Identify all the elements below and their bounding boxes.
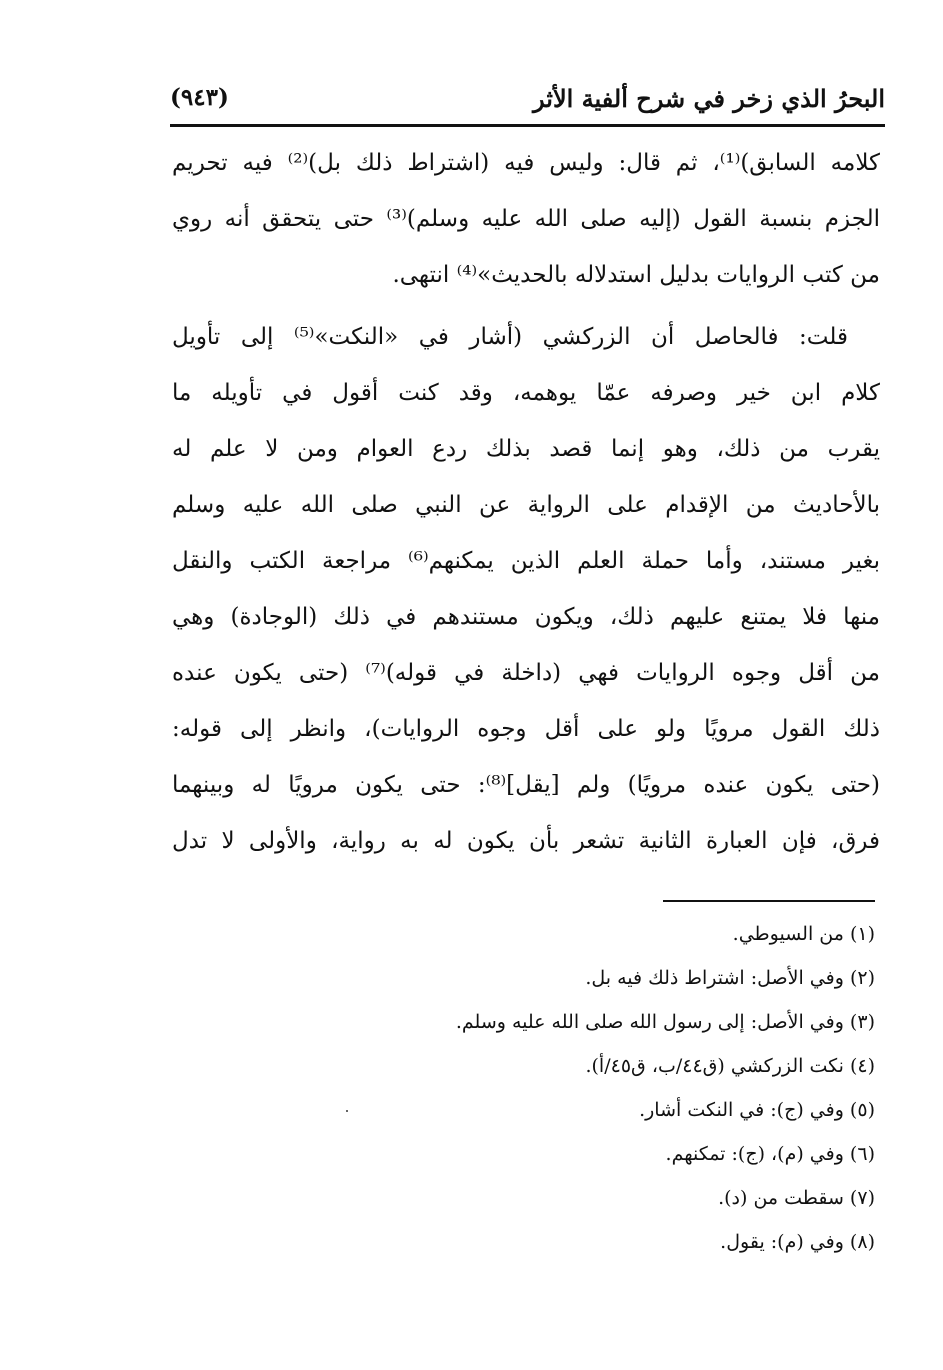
footnote-separator	[663, 900, 875, 902]
text-line: (حتى يكون عنده مرويًا) ولم [يقل]⁽⁸⁾: حتى يكون مرويًا له وبينهما	[172, 772, 880, 798]
footnotes	[200, 912, 875, 1264]
scan-speck	[346, 1110, 348, 1112]
main-text	[172, 135, 880, 869]
footnote: (٦) وفي (م)، (ج): تمكنهم.	[665, 1143, 875, 1165]
text-line: الجزم بنسبة القول (إليه صلى الله عليه وسلم)⁽³⁾ حتى يتحقق أنه روي	[172, 206, 880, 232]
footnote: (٣) وفي الأصل: إلى رسول الله صلى الله عليه وسلم.	[455, 1011, 875, 1033]
text-line: كلام ابن خير وصرفه عمّا يوهمه، وقد كنت أقول في تأويله ما	[172, 380, 880, 406]
text-line: منها فلا يمتنع عليهم ذلك، ويكون مستندهم في ذلك (الوجادة) وهي	[172, 604, 880, 630]
footnote: (٨) وفي (م): يقول.	[720, 1231, 875, 1253]
text-line: من كتب الروايات بدليل استدلاله بالحديث»⁽⁴⁾ انتهى.	[392, 262, 880, 288]
text-line: كلامه السابق)⁽¹⁾، ثم قال: وليس فيه (اشتراط ذلك بل)⁽²⁾ فيه تحريم	[172, 150, 880, 176]
footnote: (١) من السيوطي.	[732, 923, 875, 945]
text-line: بغير مستند، وأما حملة العلم الذين يمكنهم⁽⁶⁾ مراجعة الكتب والنقل	[172, 548, 880, 574]
text-line: فرق، فإن العبارة الثانية تشعر بأن يكون له به رواية، والأولى لا تدل	[172, 828, 880, 854]
footnote: (٤) نكت الزركشي (ق٤٤/ب، ق٤٥/أ).	[585, 1055, 875, 1077]
text-line: من أقل وجوه الروايات فهي (داخلة في قوله)⁽⁷⁾ (حتى يكون عنده	[172, 660, 880, 686]
header-rule	[170, 124, 885, 127]
text-line: قلت: فالحاصل أن الزركشي (أشار في «النكت»⁽⁵⁾ إلى تأويل	[172, 324, 848, 350]
text-line: بالأحاديث من الإقدام على الرواية عن النبي صلى الله عليه وسلم	[172, 492, 880, 518]
text-line: ذلك القول مرويًا ولو على أقل وجوه الروايات)، وانظر إلى قوله:	[172, 716, 880, 742]
footnote: (٢) وفي الأصل: اشتراط ذلك فيه بل.	[585, 967, 875, 989]
running-title: البحرُ الذي زخر في شرح ألفية الأثر	[533, 84, 885, 113]
page-header	[170, 80, 885, 120]
footnote: (٧) سقطت من (د).	[718, 1187, 875, 1209]
text-line: يقرب من ذلك، وهو إنما قصد بذلك ردع العوام ومن لا علم له	[172, 436, 880, 462]
footnote: (٥) وفي (ج): في النكت أشار.	[639, 1099, 875, 1121]
page-number: (٩٤٣)	[170, 84, 229, 111]
